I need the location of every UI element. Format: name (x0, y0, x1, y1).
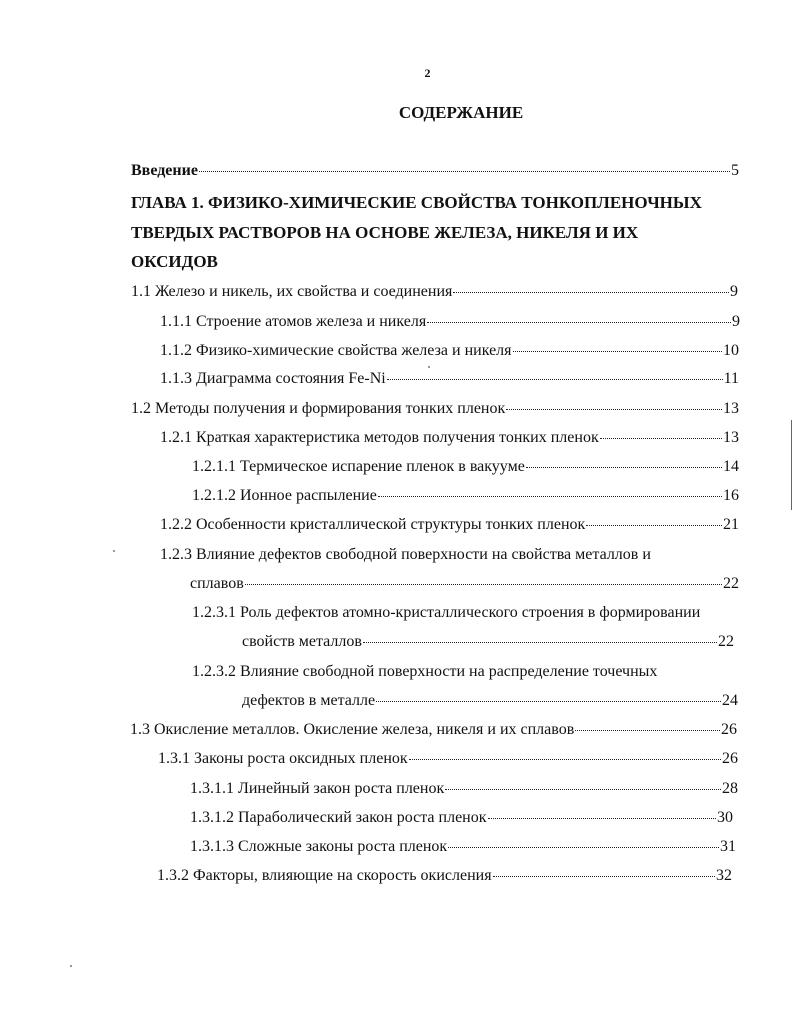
toc-entry (190, 574, 739, 594)
toc-label: 1.1.3 Диаграмма состояния Fe-Ni (160, 370, 386, 387)
toc-label: 1.2.1.1 Термическое испарение пленок в вакууме (192, 458, 525, 475)
toc-entry (131, 282, 738, 302)
toc-page: 26 (721, 721, 737, 738)
toc-entry (160, 515, 739, 535)
toc-page: 9 (732, 313, 740, 330)
toc-entry-intro (131, 161, 739, 181)
toc-page: 32 (716, 867, 732, 884)
scan-artifact-speck (113, 550, 115, 552)
toc-label: 1.3 Окисление металлов. Окисление железа, никеля и их сплавов (130, 721, 575, 738)
toc-label: 1.1 Железо и никель, их свойства и соединения (131, 283, 453, 300)
toc-page: 5 (731, 162, 739, 179)
toc-page: 14 (723, 458, 739, 475)
toc-label: свойств металлов (242, 633, 362, 650)
dot-leader (488, 818, 717, 819)
toc-entry (160, 428, 739, 448)
toc-page: 13 (723, 429, 739, 446)
toc-page: 21 (723, 516, 739, 533)
toc-label: Введение (131, 162, 198, 179)
toc-entry (190, 808, 733, 828)
dot-leader (376, 701, 721, 702)
dot-leader (409, 759, 721, 760)
toc-label: 1.1.2 Физико-химические свойства железа и никеля (160, 342, 512, 359)
toc-page: 22 (718, 633, 734, 650)
toc-entry (242, 632, 734, 652)
toc-page: 26 (722, 750, 738, 767)
toc-entry (192, 457, 739, 477)
dot-leader (245, 584, 722, 585)
toc-entry (131, 399, 739, 419)
toc-entry (160, 341, 739, 361)
dot-leader (513, 351, 722, 352)
toc-page: 30 (717, 809, 733, 826)
toc-page: 31 (720, 838, 736, 855)
toc-entry (160, 312, 740, 332)
toc-label: 1.3.1 Законы роста оксидных пленок (158, 750, 408, 767)
dot-leader (448, 847, 719, 848)
chapter-heading-line: ТВЕРДЫХ РАСТВОРОВ НА ОСНОВЕ ЖЕЛЕЗА, НИКЕЛЯ И ИХ (131, 222, 639, 242)
toc-label-first-line: 1.2.3.2 Влияние свободной поверхности на распределение точечных (192, 663, 658, 680)
dot-leader (363, 642, 717, 643)
toc-entry (192, 486, 739, 506)
toc-page: 10 (723, 342, 739, 359)
toc-page: 11 (723, 370, 739, 387)
toc-label: 1.3.1.3 Сложные законы роста пленок (190, 838, 448, 855)
toc-label-first-line: 1.2.3.1 Роль дефектов атомно-кристаллического строения в формировании (192, 604, 701, 621)
dot-leader (427, 322, 731, 323)
scan-artifact-line (791, 420, 792, 510)
scan-artifact-speck (70, 965, 72, 967)
chapter-heading-line: ОКСИДОВ (131, 252, 218, 271)
toc-entry (157, 866, 732, 886)
dot-leader (387, 379, 723, 380)
toc-entry (190, 837, 736, 857)
page-title: СОДЕРЖАНИЕ (398, 103, 524, 122)
toc-entry (160, 369, 739, 389)
dot-leader (199, 171, 730, 172)
toc-page: 24 (722, 692, 738, 709)
scan-artifact-speck (428, 366, 430, 368)
toc-page: 16 (723, 487, 739, 504)
dot-leader (453, 292, 729, 293)
toc-entry (190, 779, 738, 799)
toc-page: 22 (723, 575, 739, 592)
chapter-heading (131, 188, 751, 277)
toc-entry (242, 691, 738, 711)
toc-page: 28 (722, 780, 738, 797)
dot-leader (526, 467, 722, 468)
toc-label: сплавов (190, 575, 244, 592)
toc-label: 1.2.2 Особенности кристаллической структуры тонких пленок (160, 516, 586, 533)
dot-leader (445, 789, 721, 790)
page-number: 2 (424, 66, 431, 80)
toc-label: 1.3.1.2 Параболический закон роста пленок (190, 809, 487, 826)
toc-label: 1.3.1.1 Линейный закон роста пленок (190, 780, 445, 797)
dot-leader (493, 876, 715, 877)
dot-leader (378, 496, 722, 497)
dot-leader (600, 438, 722, 439)
toc-label: дефектов в металле (242, 692, 376, 709)
toc-label-first-line: 1.2.3 Влияние дефектов свободной поверхности на свойства металлов и (160, 546, 651, 563)
chapter-heading-line: ГЛАВА 1. ФИЗИКО-ХИМИЧЕСКИЕ СВОЙСТВА ТОНКОПЛЕНОЧНЫХ (131, 193, 702, 212)
toc-entry (158, 749, 738, 769)
toc-label: 1.1.1 Строение атомов железа и никеля (160, 313, 427, 330)
toc-page: 13 (723, 400, 739, 417)
toc-label: 1.2.1.2 Ионное распыление (192, 487, 377, 504)
toc-label: 1.3.2 Факторы, влияющие на скорость окисления (157, 867, 492, 884)
dot-leader (586, 525, 722, 526)
dot-leader (575, 730, 720, 731)
dot-leader (506, 409, 722, 410)
toc-page: 9 (730, 283, 738, 300)
toc-label: 1.2.1 Краткая характеристика методов получения тонких пленок (160, 429, 599, 446)
toc-entry (130, 720, 737, 740)
toc-label: 1.2 Методы получения и формирования тонких пленок (131, 400, 506, 417)
